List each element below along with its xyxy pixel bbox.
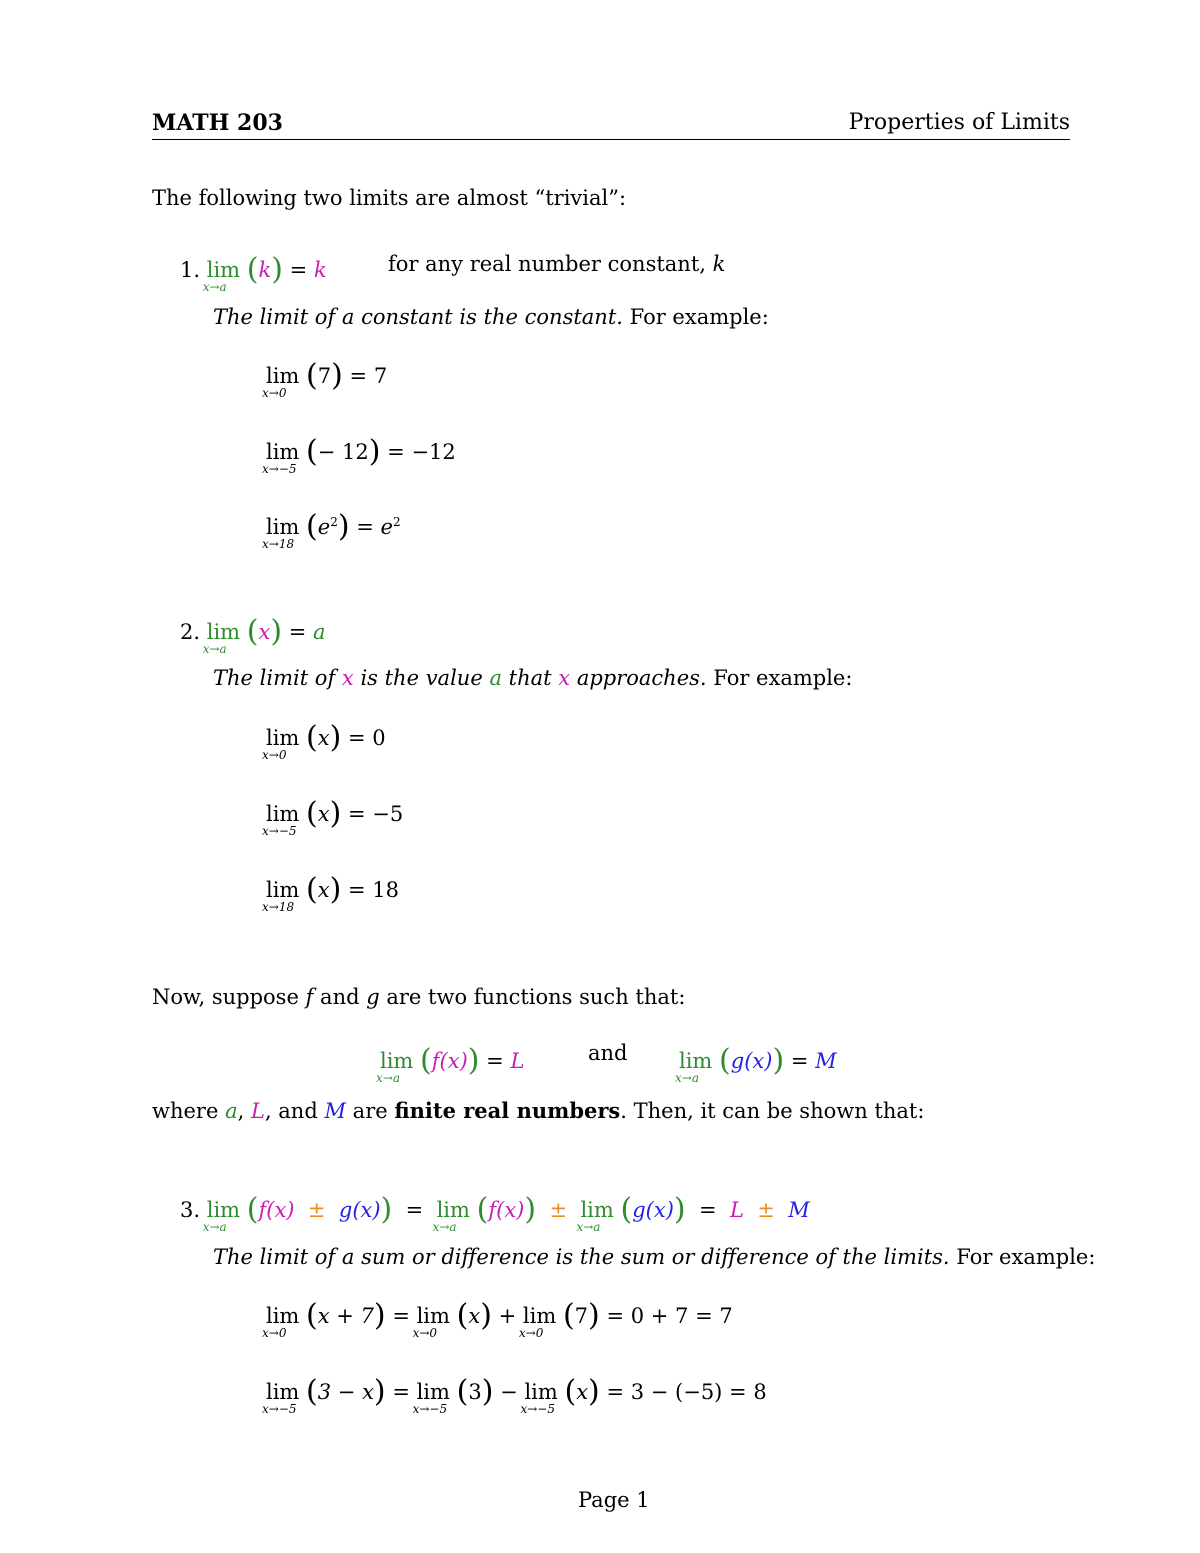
limit-subscript: x→a	[202, 280, 227, 294]
property-2-description: The limit of x is the value a that x approaches. For example:	[213, 666, 853, 690]
suppose-text: Now, suppose f and g are two functions such that:	[152, 985, 686, 1009]
example-2a: lim x→0 (x) = 0	[262, 720, 386, 762]
property-2: 2. lim x→a (x) = a	[180, 614, 326, 656]
example-3a: lim x→0 (x + 7) = lim x→0 (x) + lim x→0 (7) = 0 + 7 = 7	[262, 1298, 733, 1340]
limit-result: k	[313, 258, 327, 282]
header-rule	[152, 139, 1070, 140]
example-2b: lim x→−5 (x) = −5	[262, 796, 404, 838]
limit-argument: k	[258, 258, 272, 282]
example-3b: lim x→−5 (3 − x) = lim x→−5 (3) − lim x→−5 (x) = 3 − (−5) = 8	[262, 1374, 767, 1416]
and-text: and	[588, 1041, 628, 1065]
property-number: 1.	[180, 258, 201, 282]
property-3-description: The limit of a sum or difference is the sum or difference of the limits. For example:	[213, 1245, 1096, 1269]
where-text: where a, L, and M are finite real numbers. Then, it can be shown that:	[152, 1098, 925, 1123]
example-1c: lim x→18 $(e^2) = e^2$	[262, 509, 401, 551]
given-limit-f: lim x→a (f(x)) = L	[376, 1043, 525, 1085]
example-1a: lim x→0 (7) = 7	[262, 358, 388, 400]
section-topic: Properties of Limits	[848, 110, 1070, 135]
example-2c: lim x→18 (x) = 18	[262, 872, 400, 914]
example-1b: lim x→−5 (− 12) = −12	[262, 434, 456, 476]
page-number: Page 1	[578, 1488, 650, 1512]
property-3: 3. lim x→a (f(x) ± g(x)) = lim x→a (f(x)) ± lim x→a (g(x)) = L ± M	[180, 1192, 810, 1234]
limit-operator: lim x→a	[202, 258, 241, 294]
property-1: 1. lim x→a (k) = k	[180, 252, 327, 294]
given-limit-g: lim x→a (g(x)) = M	[675, 1043, 837, 1085]
course-title: MATH 203	[152, 110, 283, 136]
intro-text: The following two limits are almost “trivial”:	[152, 186, 627, 210]
property-1-description: The limit of a constant is the constant. For example:	[213, 305, 769, 329]
property-1-note: for any real number constant, k	[388, 252, 726, 276]
